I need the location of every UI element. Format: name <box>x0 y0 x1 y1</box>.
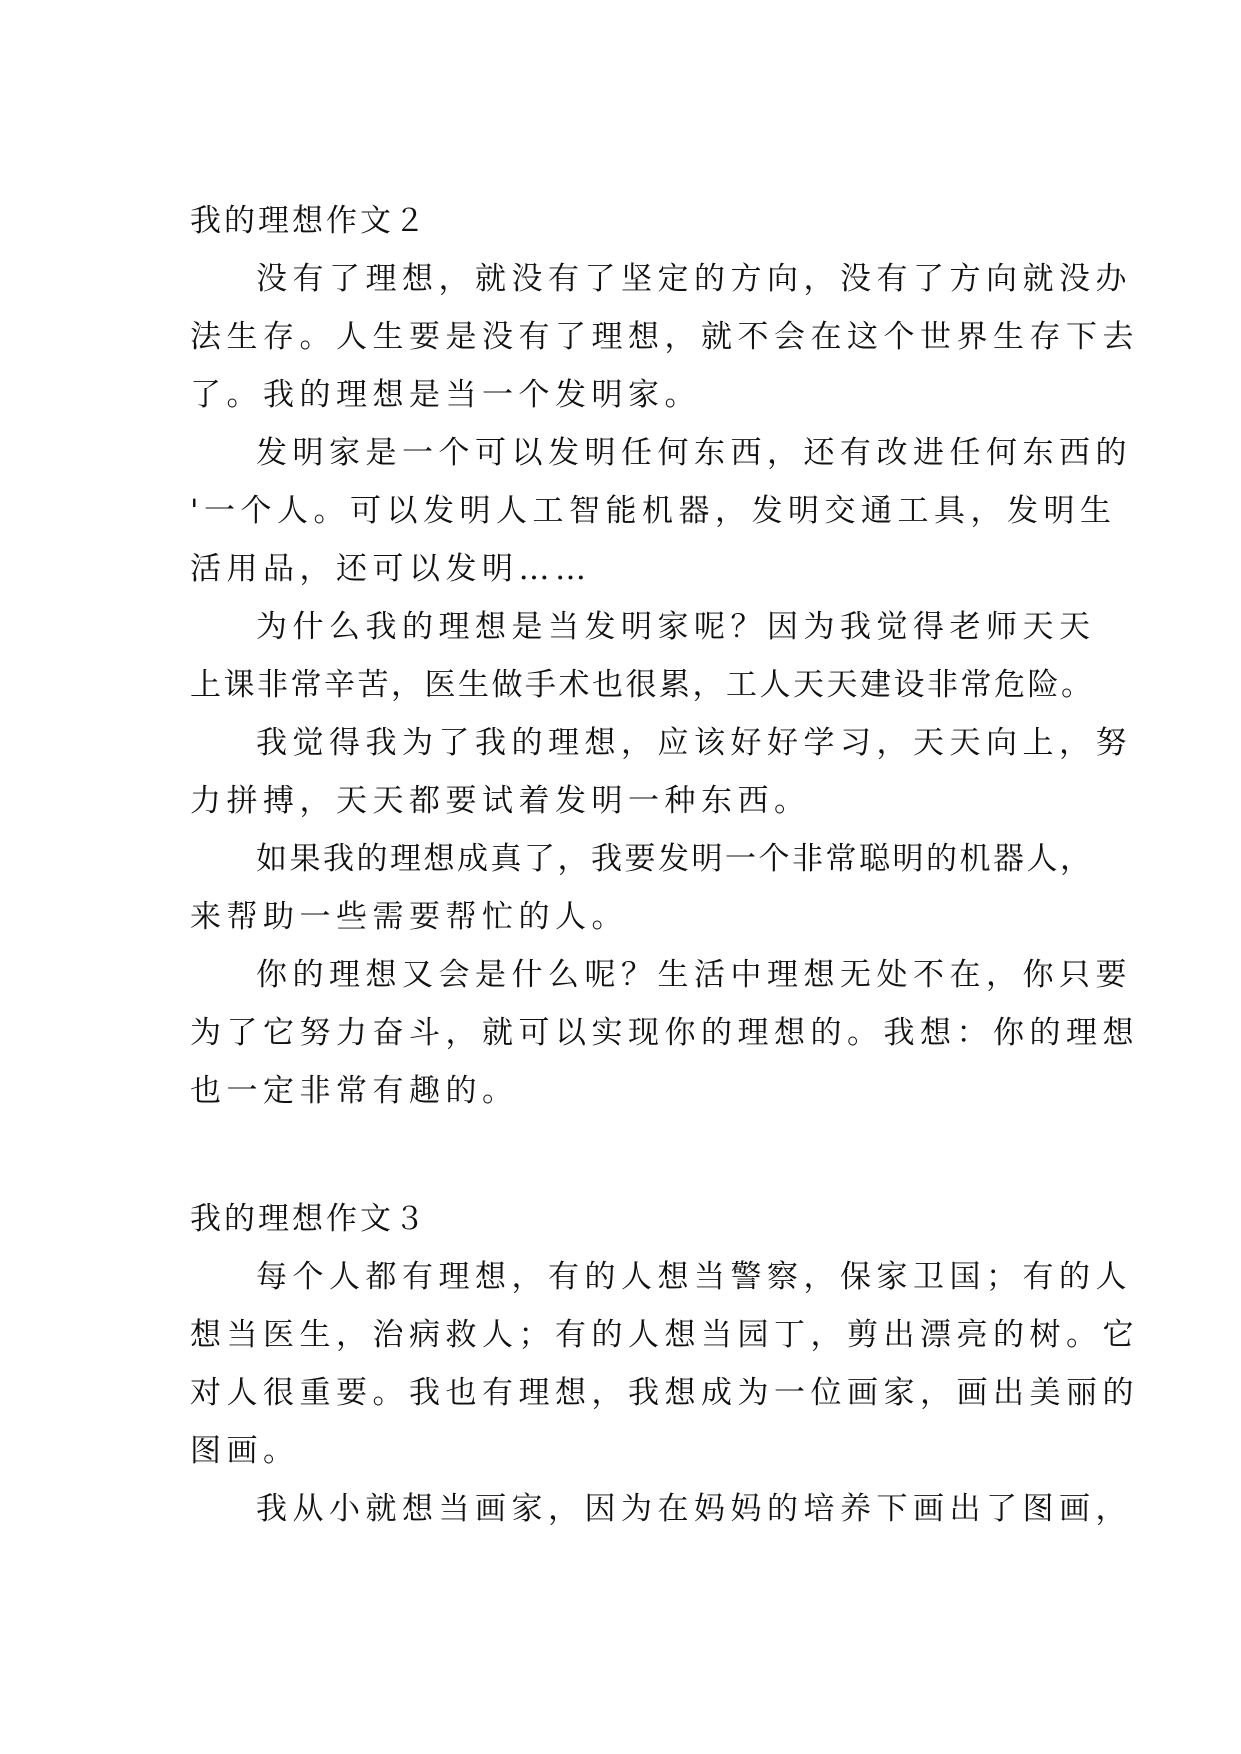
paragraph-line: 我觉得我为了我的理想，应该好好学习，天天向上，努 <box>256 725 1132 761</box>
paragraph-line: 力拼搏，天天都要试着发明一种东西。 <box>190 783 811 819</box>
paragraph-line: 每个人都有理想，有的人想当警察，保家卫国；有的人 <box>256 1259 1132 1295</box>
section-title: 我的理想作文３ <box>190 1201 428 1237</box>
paragraph-line: 没有了理想，就没有了坚定的方向，没有了方向就没办 <box>256 261 1132 297</box>
paragraph-line: 你的理想又会是什么呢？生活中理想无处不在，你只要 <box>256 957 1132 993</box>
paragraph-line: 了。我的理想是当一个发明家。 <box>190 377 701 413</box>
paragraph-line: 上课非常辛苦，医生做手术也很累，工人天天建设非常危险。 <box>190 667 1095 703</box>
paragraph-line: 图画。 <box>190 1433 300 1469</box>
paragraph-line: 如果我的理想成真了，我要发明一个非常聪明的机器人， <box>256 841 1094 877</box>
paragraph-line: '一个人。可以发明人工智能机器，发明交通工具，发明生 <box>190 493 1117 529</box>
paragraph-line: 为什么我的理想是当发明家呢？因为我觉得老师天天 <box>256 609 1096 645</box>
paragraph-line: 对人很重要。我也有理想，我想成为一位画家，画出美丽的 <box>190 1375 1139 1411</box>
section-title: 我的理想作文２ <box>190 203 428 239</box>
paragraph-line: 活用品，还可以发明…… <box>190 551 592 587</box>
paragraph-line: 也一定非常有趣的。 <box>190 1073 519 1109</box>
paragraph-line: 发明家是一个可以发明任何东西，还有改进任何东西的 <box>256 435 1132 471</box>
paragraph-line: 我从小就想当画家，因为在妈妈的培养下画出了图画， <box>256 1491 1132 1527</box>
paragraph-line: 为了它努力奋斗，就可以实现你的理想的。我想：你的理想 <box>190 1015 1139 1051</box>
paragraph-line: 法生存。人生要是没有了理想，就不会在这个世界生存下去 <box>190 319 1139 355</box>
paragraph-line: 想当医生，治病救人；有的人想当园丁，剪出漂亮的树。它 <box>190 1317 1139 1353</box>
paragraph-line: 来帮助一些需要帮忙的人。 <box>190 899 628 935</box>
